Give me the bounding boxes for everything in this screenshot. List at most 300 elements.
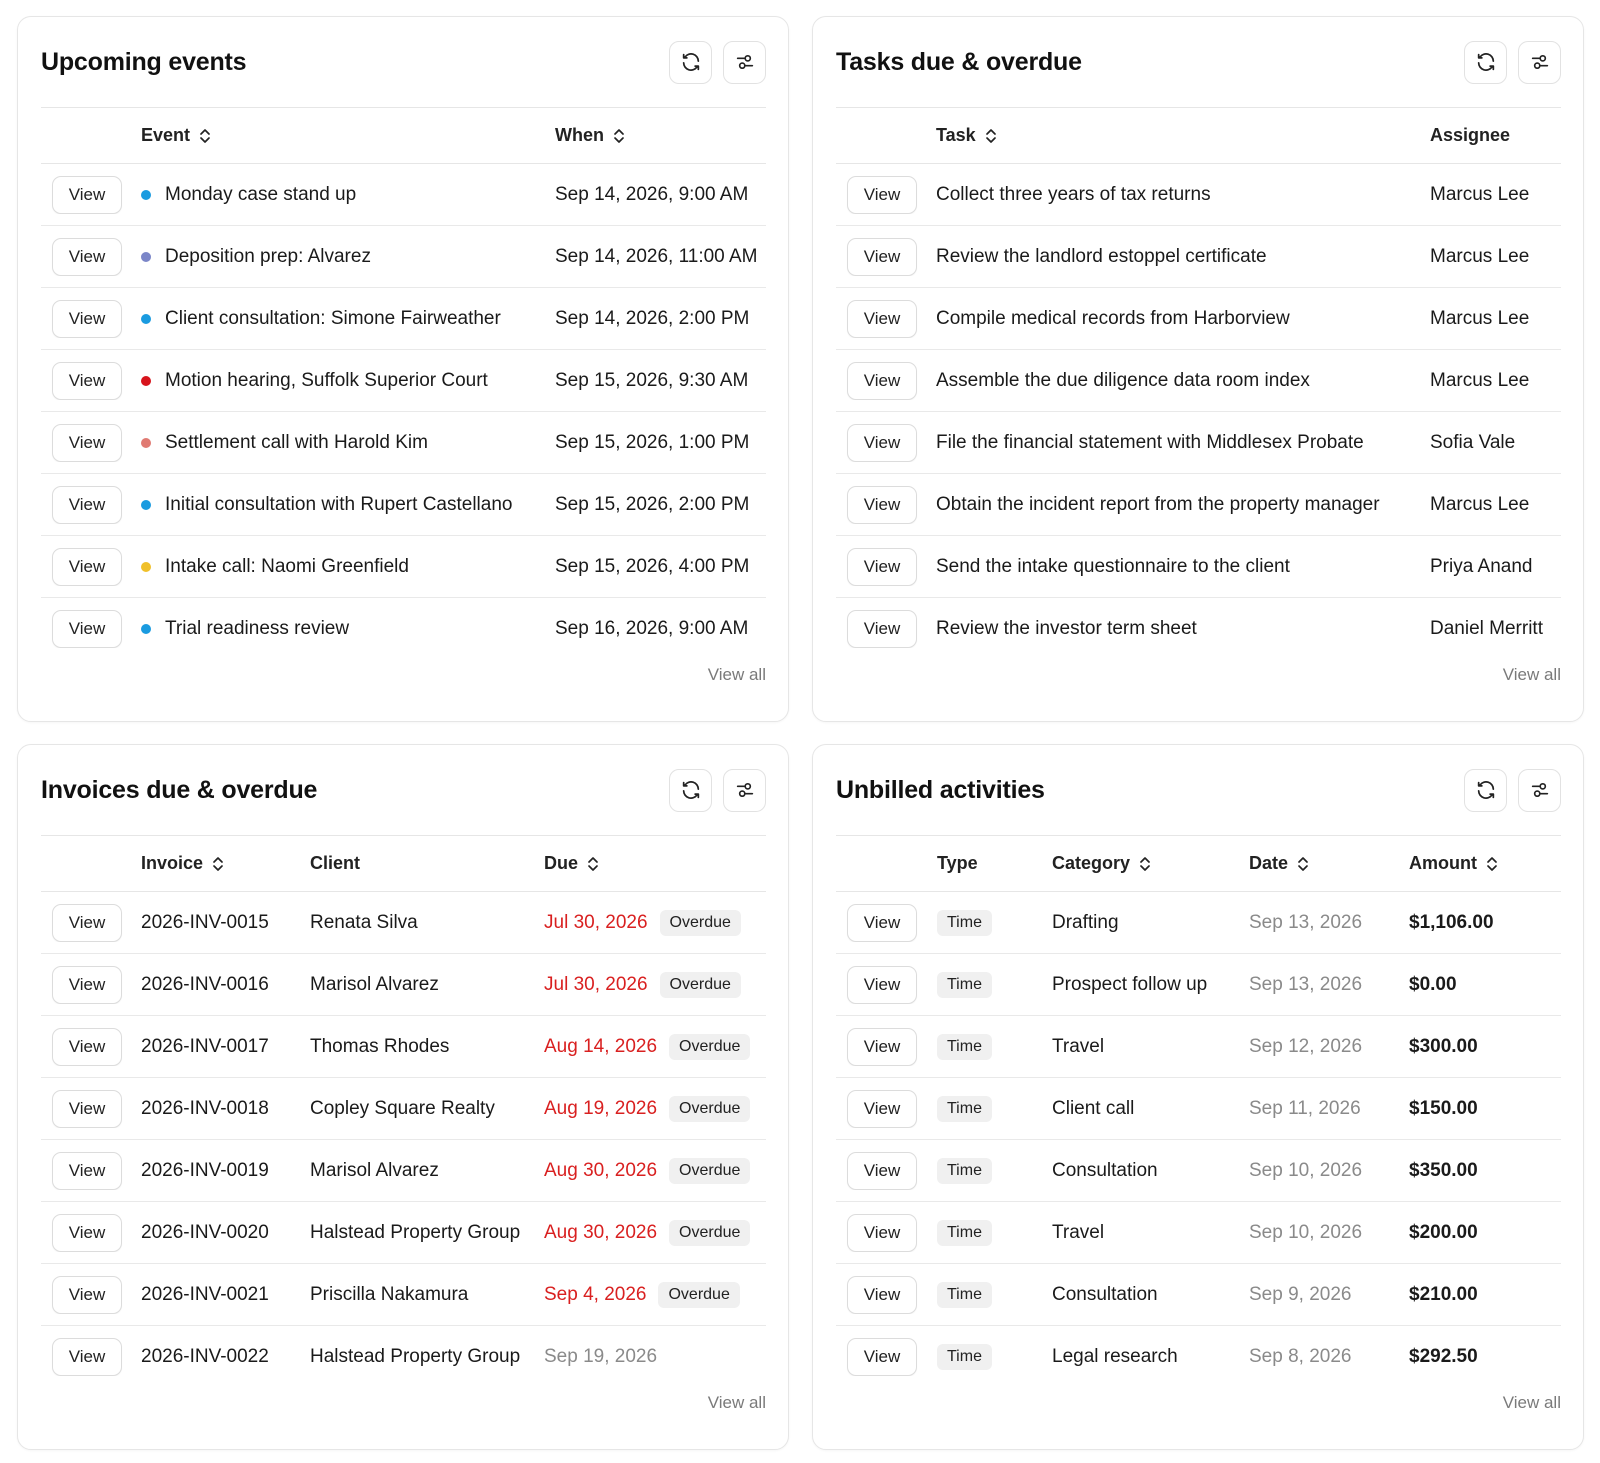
action-cell [836, 904, 937, 942]
table-row[interactable] [41, 954, 766, 1016]
event-when: Sep 15, 2026, 1:00 PM [555, 431, 750, 453]
table-row[interactable] [836, 1326, 1561, 1388]
action-cell [836, 1090, 937, 1128]
action-cell [41, 1214, 141, 1252]
invoice-number: 2026-INV-0019 [141, 1159, 269, 1181]
header-actions [1464, 41, 1561, 84]
activity-date: Sep 12, 2026 [1249, 1035, 1363, 1057]
invoice-due-date: Sep 4, 2026 [544, 1283, 647, 1305]
card-header [41, 17, 766, 107]
table-body [41, 164, 766, 660]
type-cell [937, 1034, 1052, 1060]
table-row[interactable] [836, 1264, 1561, 1326]
action-cell [836, 1152, 937, 1190]
event-color-dot [141, 624, 151, 634]
table-row[interactable] [836, 892, 1561, 954]
refresh-button[interactable] [669, 769, 712, 812]
view-button[interactable]: View [52, 362, 122, 400]
table-row[interactable] [41, 1078, 766, 1140]
invoice-client: Thomas Rhodes [310, 1035, 450, 1057]
event-cell [141, 246, 555, 268]
invoice-due-date: Sep 19, 2026 [544, 1346, 658, 1367]
table-row[interactable] [836, 1078, 1561, 1140]
card-title: Unbilled activities [836, 775, 1045, 804]
event-when: Sep 15, 2026, 9:30 AM [555, 369, 749, 391]
view-button[interactable]: View [847, 966, 917, 1004]
activity-amount: $350.00 [1409, 1159, 1478, 1181]
invoice-due-date: Aug 30, 2026 [544, 1221, 658, 1243]
view-button[interactable]: View [847, 548, 917, 586]
card-title: Tasks due & overdue [836, 47, 1082, 76]
invoice-due-cell [544, 1096, 766, 1122]
table-row[interactable] [41, 412, 766, 474]
table-row[interactable] [41, 164, 766, 226]
status-badge: Overdue [658, 1282, 739, 1308]
sort-icon [612, 127, 626, 145]
event-color-dot [141, 190, 151, 200]
upcoming-events-card [17, 16, 789, 722]
type-badge: Time [937, 1034, 992, 1060]
refresh-icon [1475, 51, 1497, 73]
activity-category: Drafting [1052, 911, 1119, 933]
table-row[interactable] [41, 474, 766, 536]
refresh-icon [680, 779, 702, 801]
tasks-card [812, 16, 1584, 722]
view-button[interactable]: View [52, 486, 122, 524]
type-badge: Time [937, 972, 992, 998]
table-row[interactable] [836, 598, 1561, 660]
sort-icon [211, 855, 225, 873]
invoice-client: Marisol Alvarez [310, 1159, 439, 1181]
sort-icon [586, 855, 600, 873]
activity-date: Sep 9, 2026 [1249, 1283, 1352, 1305]
invoice-due-cell [544, 1158, 766, 1184]
action-cell [41, 238, 141, 276]
column-label: Event [141, 125, 191, 145]
event-cell [141, 370, 555, 392]
sliders-icon [1529, 51, 1551, 73]
table-row[interactable] [836, 350, 1561, 412]
event-when: Sep 14, 2026, 11:00 AM [555, 245, 758, 267]
invoice-client: Copley Square Realty [310, 1097, 495, 1119]
status-badge: Overdue [669, 1096, 750, 1122]
invoice-client: Halstead Property Group [310, 1346, 521, 1367]
activity-category: Legal research [1052, 1346, 1178, 1367]
status-badge: Overdue [669, 1158, 750, 1184]
activity-date: Sep 11, 2026 [1249, 1097, 1361, 1119]
task-assignee: Sofia Vale [1430, 431, 1516, 453]
view-button[interactable]: View [52, 1276, 122, 1314]
invoice-due-cell [544, 1034, 766, 1060]
action-cell [41, 1090, 141, 1128]
activity-amount: $150.00 [1409, 1097, 1478, 1119]
invoice-due-date: Jul 30, 2026 [544, 911, 648, 933]
column-header-assignee [1430, 125, 1510, 146]
action-cell [836, 362, 936, 400]
activity-date: Sep 13, 2026 [1249, 911, 1363, 933]
table-row[interactable] [41, 226, 766, 288]
table-row[interactable] [836, 288, 1561, 350]
view-button[interactable]: View [52, 548, 122, 586]
event-color-dot [141, 314, 151, 324]
unbilled-table [836, 835, 1561, 1388]
activity-amount: $292.50 [1409, 1346, 1478, 1367]
view-button[interactable]: View [52, 176, 122, 214]
activity-date: Sep 8, 2026 [1249, 1346, 1352, 1367]
event-color-dot [141, 562, 151, 572]
invoice-due-cell [544, 972, 766, 998]
table-row[interactable] [41, 1140, 766, 1202]
sliders-icon [1529, 779, 1551, 801]
refresh-button[interactable] [1464, 769, 1507, 812]
sort-icon [1138, 855, 1152, 873]
event-when: Sep 14, 2026, 2:00 PM [555, 307, 750, 329]
task-name: Collect three years of tax returns [936, 183, 1211, 205]
table-body [836, 892, 1561, 1388]
action-cell [836, 424, 936, 462]
type-cell [937, 972, 1052, 998]
table-body [41, 892, 766, 1388]
event-color-dot [141, 252, 151, 262]
view-button[interactable]: View [847, 1276, 917, 1314]
refresh-button[interactable] [669, 41, 712, 84]
view-button[interactable]: View [847, 1152, 917, 1190]
refresh-button[interactable] [1464, 41, 1507, 84]
invoice-number: 2026-INV-0016 [141, 973, 269, 995]
action-cell [41, 300, 141, 338]
view-all-link[interactable]: View all [707, 1393, 766, 1412]
activity-amount: $1,106.00 [1409, 911, 1494, 933]
activity-amount: $300.00 [1409, 1035, 1478, 1057]
column-header-category[interactable] [1052, 853, 1249, 874]
filter-settings-button[interactable] [1518, 769, 1561, 812]
table-row[interactable] [41, 892, 766, 954]
task-assignee: Daniel Merritt [1430, 618, 1543, 639]
action-cell [41, 1338, 141, 1376]
view-button[interactable]: View [52, 1214, 122, 1252]
unbilled-activities-card [812, 744, 1584, 1450]
table-body [836, 164, 1561, 660]
event-color-dot [141, 438, 151, 448]
invoice-client: Renata Silva [310, 911, 418, 933]
table-header [836, 107, 1561, 164]
table-row[interactable] [836, 412, 1561, 474]
invoice-due-cell [544, 1346, 766, 1368]
column-label: Due [544, 853, 579, 873]
task-assignee: Marcus Lee [1430, 307, 1530, 329]
view-button[interactable]: View [847, 238, 917, 276]
event-when: Sep 16, 2026, 9:00 AM [555, 618, 749, 639]
view-button[interactable]: View [847, 904, 917, 942]
action-cell [836, 176, 936, 214]
event-cell [141, 308, 555, 330]
view-button[interactable]: View [52, 300, 122, 338]
card-header [836, 17, 1561, 107]
column-label: Type [937, 853, 978, 873]
action-cell [836, 300, 936, 338]
column-label: Task [936, 125, 976, 145]
action-cell [836, 966, 937, 1004]
table-row[interactable] [836, 474, 1561, 536]
table-row[interactable] [41, 1264, 766, 1326]
table-row[interactable] [836, 1202, 1561, 1264]
sort-icon [1296, 855, 1310, 873]
action-cell [41, 904, 141, 942]
action-cell [836, 486, 936, 524]
column-label: Category [1052, 853, 1131, 873]
tasks-table [836, 107, 1561, 660]
type-badge: Time [937, 1220, 992, 1246]
view-button[interactable]: View [52, 238, 122, 276]
task-name: Review the investor term sheet [936, 618, 1197, 639]
action-cell [41, 176, 141, 214]
view-button[interactable]: View [847, 424, 917, 462]
task-assignee: Marcus Lee [1430, 183, 1530, 205]
table-row[interactable] [836, 1140, 1561, 1202]
task-name: Send the intake questionnaire to the client [936, 555, 1290, 577]
event-name: Deposition prep: Alvarez [165, 245, 371, 267]
event-name: Client consultation: Simone Fairweather [165, 307, 501, 329]
activity-date: Sep 10, 2026 [1249, 1221, 1363, 1243]
column-label: Client [310, 853, 361, 873]
column-label: Assignee [1430, 125, 1511, 145]
table-row[interactable] [41, 1202, 766, 1264]
action-cell [41, 424, 141, 462]
view-button[interactable]: View [52, 904, 122, 942]
action-cell [836, 610, 936, 648]
column-header-event[interactable] [141, 125, 555, 146]
event-name: Trial readiness review [165, 618, 350, 639]
action-cell [41, 486, 141, 524]
table-row[interactable] [836, 954, 1561, 1016]
action-cell [836, 548, 936, 586]
type-cell [937, 1344, 1052, 1370]
type-badge: Time [937, 1282, 992, 1308]
column-header-due[interactable] [544, 853, 600, 874]
task-name: Review the landlord estoppel certificate [936, 245, 1267, 267]
invoice-client: Priscilla Nakamura [310, 1283, 469, 1305]
header-actions [1464, 769, 1561, 812]
view-button[interactable]: View [52, 1090, 122, 1128]
table-row[interactable] [41, 598, 766, 660]
invoice-client: Halstead Property Group [310, 1221, 521, 1243]
filter-settings-button[interactable] [723, 769, 766, 812]
view-button[interactable]: View [847, 1214, 917, 1252]
view-button[interactable]: View [847, 300, 917, 338]
view-button[interactable]: View [52, 966, 122, 1004]
table-row[interactable] [836, 226, 1561, 288]
header-actions [669, 41, 766, 84]
task-assignee: Marcus Lee [1430, 493, 1530, 515]
activity-amount: $210.00 [1409, 1283, 1478, 1305]
sliders-icon [734, 779, 756, 801]
table-header [41, 835, 766, 892]
invoice-number: 2026-INV-0022 [141, 1346, 269, 1367]
action-cell [836, 1028, 937, 1066]
view-button[interactable]: View [847, 362, 917, 400]
view-button[interactable]: View [847, 1028, 917, 1066]
status-badge: Overdue [669, 1034, 750, 1060]
column-label: When [555, 125, 604, 145]
status-badge: Overdue [660, 910, 741, 936]
task-name: Compile medical records from Harborview [936, 307, 1290, 329]
action-cell [41, 1276, 141, 1314]
action-cell [41, 548, 141, 586]
column-header-task[interactable] [936, 125, 1430, 146]
column-header-when[interactable] [555, 125, 626, 146]
invoice-due-date: Aug 19, 2026 [544, 1097, 658, 1119]
view-button[interactable]: View [847, 176, 917, 214]
invoice-due-cell [544, 910, 766, 936]
invoice-number: 2026-INV-0021 [141, 1283, 269, 1305]
task-name: File the financial statement with Middlesex Probate [936, 431, 1364, 453]
refresh-icon [1475, 779, 1497, 801]
event-when: Sep 15, 2026, 2:00 PM [555, 493, 750, 515]
view-button[interactable]: View [52, 610, 122, 648]
action-cell [836, 238, 936, 276]
view-button[interactable]: View [847, 1338, 917, 1376]
table-row[interactable] [836, 164, 1561, 226]
table-header [41, 107, 766, 164]
event-name: Initial consultation with Rupert Castellano [165, 493, 513, 515]
column-header-invoice[interactable] [141, 853, 310, 874]
activity-category: Prospect follow up [1052, 973, 1208, 995]
table-row[interactable] [836, 536, 1561, 598]
invoice-number: 2026-INV-0018 [141, 1097, 269, 1119]
column-header-amount[interactable] [1409, 853, 1499, 874]
table-row[interactable] [41, 536, 766, 598]
event-cell [141, 618, 555, 640]
type-cell [937, 1096, 1052, 1122]
event-name: Monday case stand up [165, 183, 357, 205]
action-cell [41, 610, 141, 648]
filter-settings-button[interactable] [723, 41, 766, 84]
invoice-due-cell [544, 1282, 766, 1308]
filter-settings-button[interactable] [1518, 41, 1561, 84]
event-name: Motion hearing, Suffolk Superior Court [165, 369, 488, 391]
view-button[interactable]: View [847, 1090, 917, 1128]
sliders-icon [734, 51, 756, 73]
invoice-due-date: Jul 30, 2026 [544, 973, 648, 995]
type-badge: Time [937, 1158, 992, 1184]
status-badge: Overdue [669, 1220, 750, 1246]
activity-date: Sep 10, 2026 [1249, 1159, 1363, 1181]
invoice-number: 2026-INV-0015 [141, 911, 269, 933]
type-badge: Time [937, 910, 992, 936]
invoices-card [17, 744, 789, 1450]
header-actions [669, 769, 766, 812]
table-row[interactable] [41, 288, 766, 350]
column-header-type [937, 853, 1052, 874]
task-name: Obtain the incident report from the property manager [936, 493, 1380, 515]
type-badge: Time [937, 1344, 992, 1370]
status-badge: Overdue [660, 972, 741, 998]
sort-icon [1485, 855, 1499, 873]
table-row[interactable] [41, 1326, 766, 1388]
invoice-client: Marisol Alvarez [310, 973, 439, 995]
column-header-client [310, 853, 544, 874]
activity-category: Consultation [1052, 1159, 1158, 1181]
card-title: Invoices due & overdue [41, 775, 318, 804]
event-cell [141, 184, 555, 206]
view-button[interactable]: View [52, 1338, 122, 1376]
event-cell [141, 494, 555, 516]
card-header [836, 745, 1561, 835]
column-label: Invoice [141, 853, 204, 873]
table-row[interactable] [41, 1016, 766, 1078]
table-header [836, 835, 1561, 892]
events-table [41, 107, 766, 660]
event-color-dot [141, 500, 151, 510]
activity-category: Client call [1052, 1097, 1135, 1119]
invoice-number: 2026-INV-0017 [141, 1035, 269, 1057]
activity-category: Consultation [1052, 1283, 1158, 1305]
invoice-due-date: Aug 30, 2026 [544, 1159, 658, 1181]
sort-icon [198, 127, 212, 145]
action-cell [41, 1152, 141, 1190]
column-header-date[interactable] [1249, 853, 1409, 874]
activity-amount: $0.00 [1409, 973, 1457, 995]
card-header [41, 745, 766, 835]
column-label: Amount [1409, 853, 1477, 873]
refresh-icon [680, 51, 702, 73]
activity-amount: $200.00 [1409, 1221, 1478, 1243]
event-when: Sep 15, 2026, 4:00 PM [555, 555, 750, 577]
activity-category: Travel [1052, 1035, 1105, 1057]
type-cell [937, 1220, 1052, 1246]
table-row[interactable] [41, 350, 766, 412]
event-cell [141, 432, 555, 454]
invoice-due-date: Aug 14, 2026 [544, 1035, 658, 1057]
view-button[interactable]: View [847, 486, 917, 524]
table-row[interactable] [836, 1016, 1561, 1078]
view-button[interactable]: View [52, 1028, 122, 1066]
event-name: Settlement call with Harold Kim [165, 431, 428, 453]
invoice-due-cell [544, 1220, 766, 1246]
view-all-link[interactable]: View all [1502, 1393, 1561, 1412]
action-cell [836, 1214, 937, 1252]
event-name: Intake call: Naomi Greenfield [165, 555, 409, 577]
view-button[interactable]: View [52, 424, 122, 462]
type-badge: Time [937, 1096, 992, 1122]
task-name: Assemble the due diligence data room index [936, 369, 1310, 391]
view-button[interactable]: View [52, 1152, 122, 1190]
task-assignee: Marcus Lee [1430, 369, 1530, 391]
action-cell [41, 966, 141, 1004]
task-assignee: Priya Anand [1430, 555, 1533, 577]
sort-icon [984, 127, 998, 145]
type-cell [937, 1282, 1052, 1308]
card-title: Upcoming events [41, 47, 247, 76]
column-label: Date [1249, 853, 1289, 873]
action-cell [41, 1028, 141, 1066]
view-all-link[interactable]: View all [1502, 665, 1561, 684]
activity-date: Sep 13, 2026 [1249, 973, 1363, 995]
event-color-dot [141, 376, 151, 386]
view-all-link[interactable]: View all [707, 665, 766, 684]
invoices-table [41, 835, 766, 1388]
event-cell [141, 556, 555, 578]
task-assignee: Marcus Lee [1430, 245, 1530, 267]
type-cell [937, 910, 1052, 936]
action-cell [836, 1276, 937, 1314]
activity-category: Travel [1052, 1221, 1105, 1243]
event-when: Sep 14, 2026, 9:00 AM [555, 183, 749, 205]
action-cell [41, 362, 141, 400]
view-button[interactable]: View [847, 610, 917, 648]
invoice-number: 2026-INV-0020 [141, 1221, 269, 1243]
action-cell [836, 1338, 937, 1376]
